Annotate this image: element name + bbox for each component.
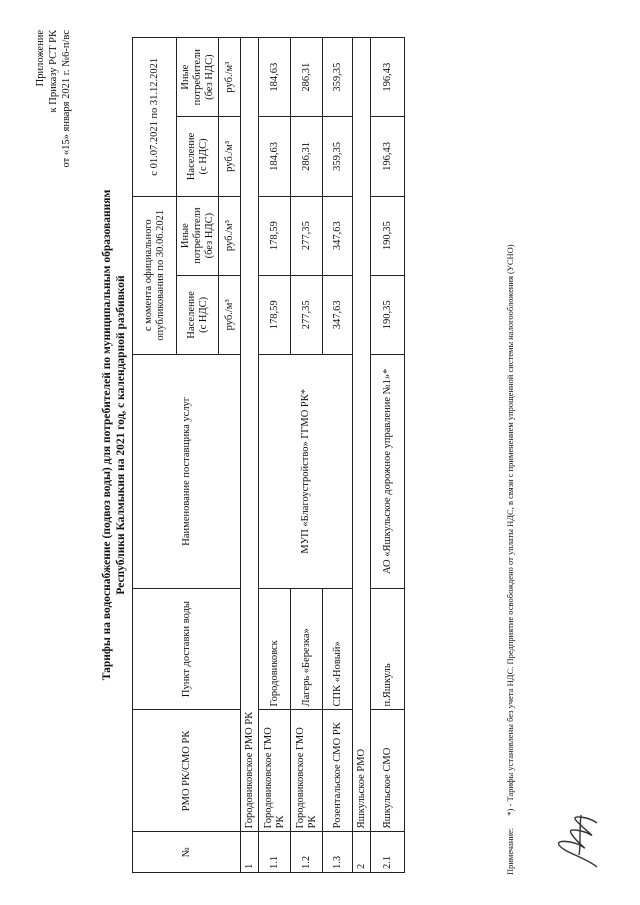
row-p1-pop: 190,35	[371, 275, 405, 354]
row-supplier: АО «Яшкульское дорожное управление №1»*	[371, 354, 405, 588]
novat-label: (без НДС)	[203, 54, 215, 100]
row-p2-other: 286,31	[291, 38, 323, 117]
header-pop-2	[177, 117, 219, 196]
header-rmo: РМО РК/СМО РК	[133, 710, 241, 832]
document-title	[100, 85, 128, 785]
row-rmo: Городовиковское ГМО РК	[259, 710, 291, 832]
row-rmo: Розентальское СМО РК	[323, 710, 353, 832]
other-label: Иные потребители	[179, 207, 203, 264]
row-rmo: Яшкульское СМО	[371, 710, 405, 832]
header-other-2	[177, 38, 219, 117]
row-p1-other: 190,35	[371, 196, 405, 275]
note-text: *) - Тарифы установлены без учета НДС. Предприятие освобождено от уплаты НДС, в связи с применением упрощенной системы налогообложения (УСНО)	[505, 244, 515, 816]
row-p2-pop: 184,63	[259, 117, 291, 196]
row-p1-other: 347,63	[323, 196, 353, 275]
signature-icon	[545, 805, 615, 875]
row-p1-pop: 277,35	[291, 275, 323, 354]
row-supplier: МУП «Благоустройство» ГГМО РК*	[259, 354, 353, 588]
appendix-line1: Приложение	[35, 30, 46, 87]
group-name: Городовиковское РМО РК	[241, 38, 259, 832]
title-line2: Республики Калмыкия на 2021 год, с календарной разбивкой	[115, 275, 127, 595]
vat-label: (с НДС)	[197, 296, 209, 333]
row-p2-other: 184,63	[259, 38, 291, 117]
header-supplier: Наименование поставщика услуг	[133, 354, 241, 588]
row-p2-pop: 286,31	[291, 117, 323, 196]
pop-label: Население	[185, 132, 197, 181]
note	[505, 244, 515, 875]
row-p2-pop: 359,35	[323, 117, 353, 196]
table-row	[259, 38, 291, 873]
row-p1-pop: 347,63	[323, 275, 353, 354]
row-p2-other: 196,43	[371, 38, 405, 117]
unit-4: руб./м³	[219, 38, 241, 117]
row-point: Городовиковск	[259, 588, 291, 710]
row-num: 1.1	[259, 832, 291, 873]
row-p2-pop: 196,43	[371, 117, 405, 196]
row-p1-pop: 178,59	[259, 275, 291, 354]
group-num: 2	[353, 832, 371, 873]
group-num: 1	[241, 832, 259, 873]
row-p2-other: 359,35	[323, 38, 353, 117]
header-period1: с момента официального опубликования по 30.06.2021	[133, 196, 177, 354]
row-rmo: Городовиковское ГМО РК	[291, 710, 323, 832]
pop-label: Население	[185, 291, 197, 339]
row-point: СПК «Новый»	[323, 588, 353, 710]
row-num: 2.1	[371, 832, 405, 873]
novat-label: (без НДС)	[203, 212, 215, 259]
row-num: 1.2	[291, 832, 323, 873]
row-p1-other: 277,35	[291, 196, 323, 275]
appendix-line2: к Приказу РСТ РК	[48, 30, 59, 113]
vat-label: (с НДС)	[197, 138, 209, 175]
group-name: Яшкульское РМО	[353, 38, 371, 832]
header-point: Пункт доставки воды	[133, 588, 241, 710]
appendix-block	[34, 30, 73, 167]
tariffs-table	[132, 37, 405, 873]
row-point: п.Яшкуль	[371, 588, 405, 710]
unit-2: руб./м³	[219, 196, 241, 275]
row-p1-other: 178,59	[259, 196, 291, 275]
header-num: №	[133, 832, 241, 873]
row-point: Лагерь «Березка»	[291, 588, 323, 710]
header-other-1	[177, 196, 219, 275]
header-period2: с 01.07.2021 по 31.12.2021	[133, 38, 177, 197]
unit-3: руб./м³	[219, 117, 241, 196]
unit-1: руб./м³	[219, 275, 241, 354]
note-label: Примечание:	[505, 827, 515, 875]
appendix-line3: от «15» января 2021 г. №6-п/вс	[61, 30, 72, 168]
title-line1: Тарифы на водоснабжение (подвоз воды) для потребителей по муниципальным образованиям	[101, 189, 113, 681]
header-pop-1	[177, 275, 219, 354]
table-row	[371, 38, 405, 873]
other-label: Иные потребители	[179, 48, 203, 106]
row-num: 1.3	[323, 832, 353, 873]
